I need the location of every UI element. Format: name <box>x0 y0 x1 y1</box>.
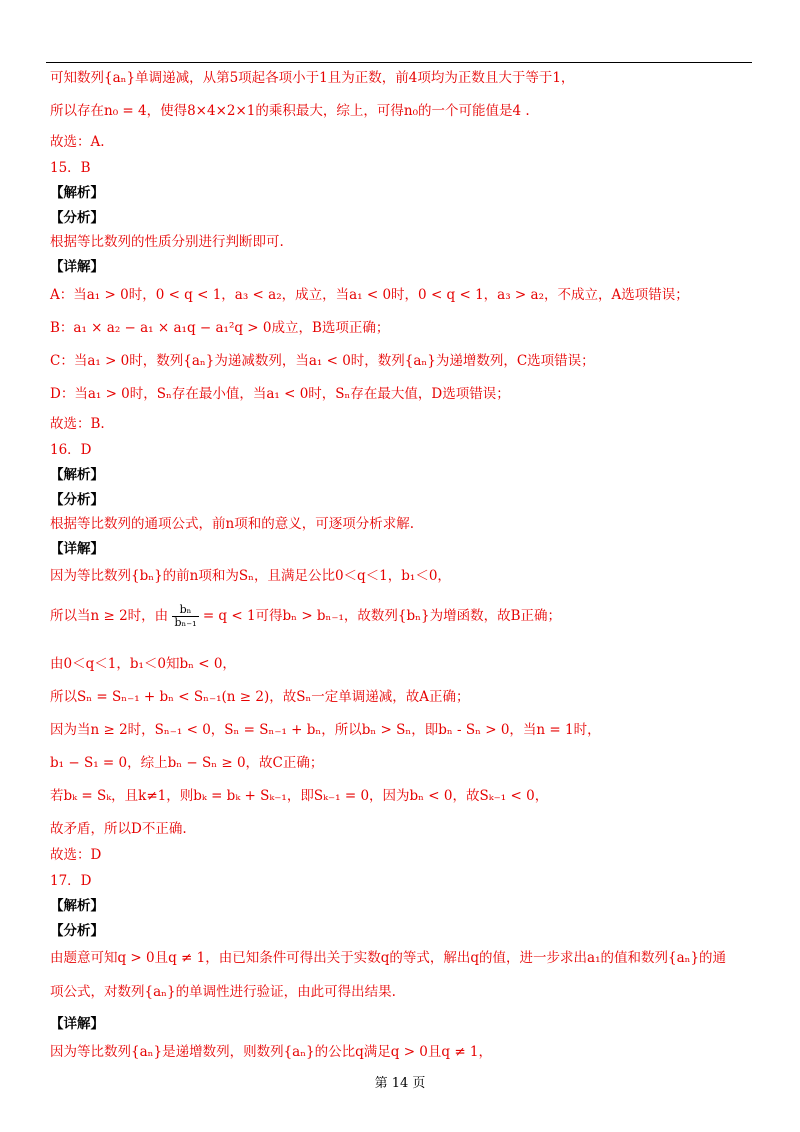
text-line: 所以存在n₀ = 4，使得8×4×2×1的乘积最大，综上，可得n₀的一个可能值是4 . <box>50 103 530 119</box>
section-heading: 【解析】 <box>50 898 104 914</box>
fraction-line-suffix: = q < 1可得bₙ > bₙ₋₁，故数列{bₙ}为增函数，故B正确； <box>202 608 562 624</box>
text-line: 17．D <box>50 873 92 889</box>
text-line: B：a₁ × a₂ − a₁ × a₁q − a₁²q > 0成立，B选项正确； <box>50 320 390 336</box>
text-line: 故选：A. <box>50 134 105 150</box>
text-line: 因为等比数列{bₙ}的前n项和为Sₙ，且满足公比0＜q＜1，b₁＜0， <box>50 568 451 584</box>
section-heading: 【解析】 <box>50 185 104 201</box>
section-heading: 【详解】 <box>50 541 104 557</box>
text-line: 所以Sₙ = Sₙ₋₁ + bₙ < Sₙ₋₁(n ≥ 2)，故Sₙ一定单调递减，故A正确； <box>50 689 470 705</box>
text-line: 可知数列{aₙ}单调递减，从第5项起各项小于1且为正数，前4项均为正数且大于等于1， <box>50 70 575 86</box>
section-heading: 【详解】 <box>50 259 104 275</box>
text-line: b₁ − S₁ = 0，综上bₙ − Sₙ ≥ 0，故C正确； <box>50 755 324 771</box>
fraction-line <box>50 603 561 629</box>
section-heading: 【分析】 <box>50 923 104 939</box>
header-rule <box>46 62 752 63</box>
section-heading: 【分析】 <box>50 210 104 226</box>
text-line: 根据等比数列的通项公式，前n项和的意义，可逐项分析求解. <box>50 516 414 532</box>
text-line: 16．D <box>50 442 92 458</box>
fraction-denominator: bₙ₋₁ <box>174 616 197 629</box>
text-line: D：当a₁ > 0时，Sₙ存在最小值，当a₁ < 0时，Sₙ存在最大值，D选项错误； <box>50 386 510 402</box>
text-line: 故矛盾，所以D不正确. <box>50 821 187 837</box>
fraction-line-prefix: 所以当n ≥ 2时，由 <box>50 608 169 624</box>
text-line: 因为等比数列{aₙ}是递增数列，则数列{aₙ}的公比q满足q > 0且q ≠ 1， <box>50 1044 493 1060</box>
text-line: 由0＜q＜1，b₁＜0知bₙ < 0， <box>50 656 236 672</box>
text-line: 故选：D <box>50 847 102 863</box>
text-line: 项公式，对数列{aₙ}的单调性进行验证，由此可得出结果. <box>50 984 396 1000</box>
section-heading: 【详解】 <box>50 1016 104 1032</box>
fraction <box>172 604 198 629</box>
text-line: 15．B <box>50 160 91 176</box>
text-line: 若bₖ = Sₖ，且k≠1，则bₖ = bₖ + Sₖ₋₁，即Sₖ₋₁ = 0，因为bₙ < 0，故Sₖ₋₁ < 0， <box>50 788 549 804</box>
section-heading: 【解析】 <box>50 467 104 483</box>
page-number: 第 14 页 <box>374 1076 426 1091</box>
fraction-numerator: bₙ <box>172 604 198 617</box>
text-line: 因为当n ≥ 2时，Sₙ₋₁ < 0，Sₙ = Sₙ₋₁ + bₙ，所以bₙ > Sₙ，即bₙ - Sₙ > 0，当n = 1时， <box>50 722 601 738</box>
text-line: 根据等比数列的性质分别进行判断即可. <box>50 234 284 250</box>
section-heading: 【分析】 <box>50 492 104 508</box>
text-line: 由题意可知q > 0且q ≠ 1，由已知条件可得出关于实数q的等式，解出q的值，进一步求出a₁的值和数列{aₙ}的通 <box>50 950 727 966</box>
text-line: 故选：B. <box>50 416 105 432</box>
text-line: A：当a₁ > 0时，0 < q < 1，a₃ < a₂，成立，当a₁ < 0时，0 < q < 1，a₃ > a₂，不成立，A选项错误； <box>50 287 689 303</box>
text-line: C：当a₁ > 0时，数列{aₙ}为递减数列，当a₁ < 0时，数列{aₙ}为递增数列，C选项错误； <box>50 353 595 369</box>
